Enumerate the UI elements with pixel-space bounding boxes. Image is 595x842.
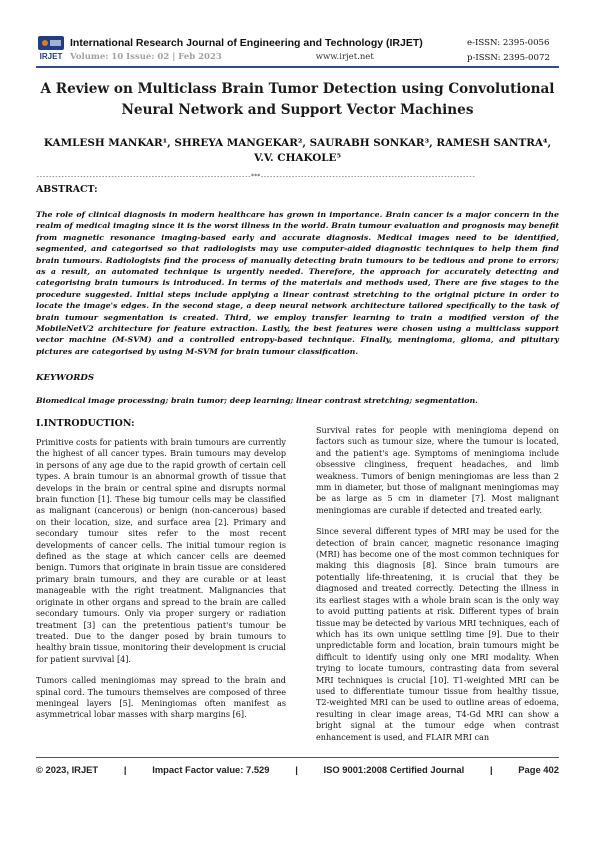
footer-divider <box>36 757 559 758</box>
page-footer <box>36 764 559 775</box>
keywords-heading: KEYWORDS <box>36 373 95 383</box>
volume-line <box>70 52 374 62</box>
journal-logo-icon <box>36 35 66 61</box>
section-separator: ---------------------------------------------------------------------***--------------------------------------------------------------------- <box>36 173 475 180</box>
body-paragraph: Primitive costs for patients with brain tumours are currently the highest of all cancer types. Brain tumours may develop in persons of any age due to the rapid growth of certain cell types. A brain tumour is an abnormal growth of tissue that develops in the brain or central spine and disrupts normal brain function [1]. These big tumour cells may be classified as malignant (cancerous) or benign (non-cancerous) based on their location, size, and surface area [2]. Primary and secondary tumour sites refer to the most recent developments of cancer cells. The initial tumour region is defined as the stage at which cancer cells are deemed benign. Tumors that originate in brain tissue are considered primary brain tumours, and they are curable or at least manageable with the right treatment. Malignancies that originate in other organs and spread to the brain are called secondary tumours. Only via proper surgery or radiation treatment [3] can the pretentious patient's tumour be treated. Due to the danger posed by brain tumours to healthy brain tissue, monitoring their development is crucial for patient survival [4]. <box>36 437 286 664</box>
author-list: KAMLESH MANKAR¹, SHREYA MANGEKAR², SAURABH SONKAR³, RAMESH SANTRA⁴, V.V. CHAKOLE⁵ <box>43 137 552 164</box>
introduction-heading: I.INTRODUCTION: <box>36 418 135 429</box>
journal-logo <box>36 35 66 61</box>
e-issn: e-ISSN: 2395-0056 <box>467 38 550 48</box>
body-paragraph: Tumors called meningiomas may spread to the brain and spinal cord. The tumours themselves are composed of three meningeal layers [5]. Meningiomas often manifest as asymmetrical lobar masses with sharp margins [6]. <box>36 675 286 720</box>
footer-separator: | <box>295 764 298 775</box>
abstract-heading: ABSTRACT: <box>36 184 98 195</box>
logo-text: IRJET <box>39 52 63 61</box>
footer-separator: | <box>489 764 493 775</box>
left-column <box>36 437 286 731</box>
journal-name: International Research Journal of Engineering and Technology (IRJET) <box>70 37 423 49</box>
header-divider <box>36 66 559 68</box>
p-issn: p-ISSN: 2395-0072 <box>467 53 550 63</box>
footer-page-number: Page 402 <box>518 764 559 775</box>
website-link[interactable]: www.irjet.net <box>315 52 374 62</box>
paper-title: A Review on Multiclass Brain Tumor Detection using Convolutional Neural Network and Support Vector Machines <box>40 81 555 118</box>
right-column <box>316 425 559 753</box>
body-paragraph: Survival rates for people with meningioma depend on factors such as tumour size, where the tumour is located, and the patient's age. Symptoms of meningioma include obsessive clinginess, frequent headaches, and limb weakness. Tumors of benign meningiomas are less than 2 mm in diameter, but those of malignant meningiomas may be as large as 5 cm in diameter [7]. Most malignant meningiomas are curable if detected and treated early. <box>316 425 559 515</box>
footer-separator: | <box>123 764 127 775</box>
keywords-text: Biomedical image processing; brain tumor; deep learning; linear contrast stretching; segmentation. <box>36 396 478 405</box>
abstract-text: The role of clinical diagnosis in modern healthcare has grown in importance. Brain cancer is a major concern in the realm of medical imaging since it is the worst illness in the world. Brain tumour evaluation and prognosis may benefit from magnetic resonance imaging-based early and accurate diagnosis. Medical images need to be identified, segmented, and categorised so that radiologists may use computer-aided diagnostic techniques to help them find brain tumours. Radiologists find the process of manually detecting brain tumours to be tedious and prone to errors; as a result, an automated technique is urgently needed. Therefore, the approach for accurately detecting and categorising brain tumours is introduced. In terms of the materials and methods used, There are five stages to the procedure suggested. Initial steps include applying a linear contrast stretching to the original picture in order to locate the image's edges. In the second stage, a deep neural network architecture tailored specifically to the task of brain tumour segmentation is created. Third, we employ transfer learning to train a modified version of the MobileNetV2 architecture for feature extraction. Lastly, the best features were chosen using a multiclass support vector machine (M-SVM) and a controlled entropy-based technique. Finally, meningioma, glioma, and pituitary pictures are categorised by using M-SVM for brain tumour classification. <box>36 210 559 356</box>
footer-iso: ISO 9001:2008 Certified Journal <box>323 764 465 775</box>
footer-copyright: © 2023, IRJET <box>36 764 99 775</box>
volume-issue: Volume: 10 Issue: 02 | Feb 2023 <box>70 52 222 62</box>
body-paragraph: Since several different types of MRI may be used for the detection of brain cancer, magnetic resonance imaging (MRI) has become one of the most common techniques for making this diagnosis [8]. Since brain tumours are potentially life-threatening, it is crucial that they be diagnosed and treated correctly. Detecting the illness in its earliest stages with a whole brain scan is the only way to avoid putting patients at risk. Different types of brain tissue may be detected by various MRI techniques, each of which has its own unique settling time [9]. Due to their unpredictable form and location, brain tumours might be difficult to identify using only one MRI modality. When trying to locate tumours, contrasting data from several MRI techniques is crucial [10]. T1-weighted MRI can be used to differentiate tumour tissue from healthy tissue, T2-weighted MRI can be used to outline areas of edoema, resulting in clear image areas, T4-Gd MRI can show a bright signal at the tumour edge when contrast enhancement is used, and FLAIR MRI can <box>316 526 559 742</box>
footer-impact-factor: Impact Factor value: 7.529 <box>152 764 270 775</box>
